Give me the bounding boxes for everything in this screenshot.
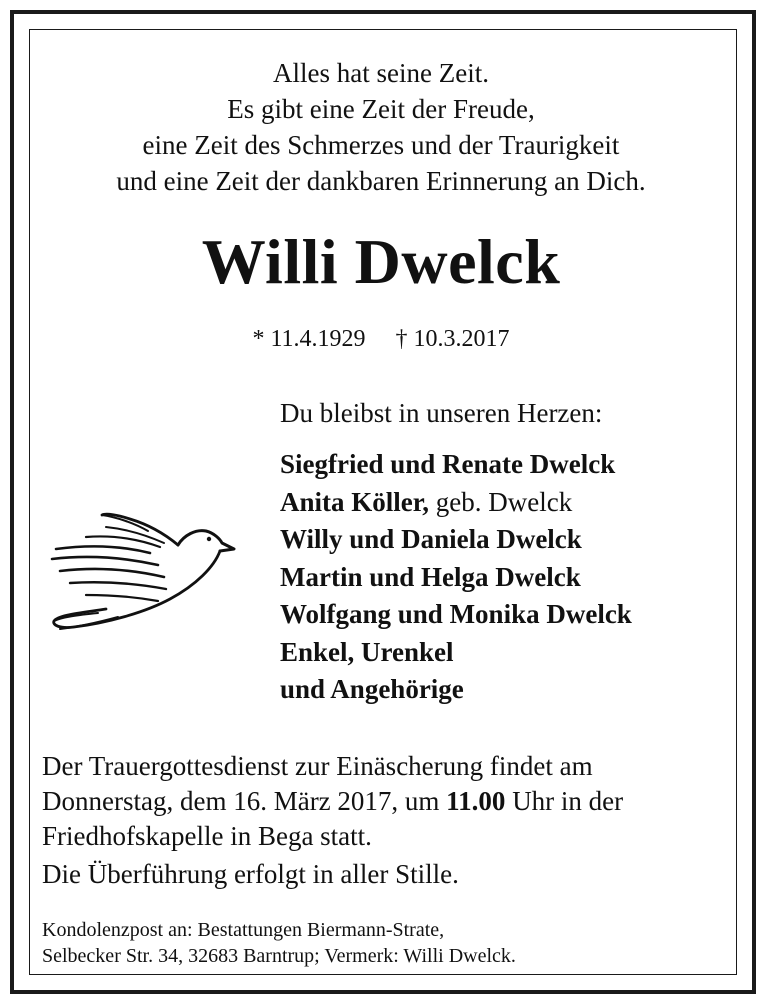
- birth-date: * 11.4.1929: [252, 326, 366, 352]
- life-dates: [0, 324, 762, 354]
- mourner-line: Siegfried und Renate Dwelck: [280, 449, 616, 479]
- service-line: Friedhofskapelle in Bega statt.: [42, 821, 372, 851]
- service-info: [42, 749, 623, 854]
- mourner-line: Martin und Helga Dwelck: [280, 561, 581, 592]
- mourners-intro: Du bleibst in unseren Herzen:: [280, 398, 603, 428]
- condolence-line: Selbecker Str. 34, 32683 Barntrup; Vermerk: Willi Dwelck.: [42, 945, 516, 967]
- service-line: [42, 784, 623, 819]
- transfer-note: Die Überführung erfolgt in aller Stille.: [42, 859, 459, 889]
- service-date: Donnerstag, dem 16. März 2017, um: [42, 786, 447, 816]
- mourner-line: und Angehörige: [280, 674, 464, 704]
- service-time-suffix: Uhr in der: [505, 786, 624, 816]
- service-line: Der Trauergottesdienst zur Einäscherung findet am: [42, 751, 593, 781]
- service-time: 11.00: [446, 786, 506, 816]
- condolence-line: Kondolenzpost an: Bestattungen Biermann-Strate,: [42, 919, 445, 941]
- dove-icon: [46, 505, 238, 635]
- motto-line: Es gibt eine Zeit der Freude,: [227, 94, 535, 124]
- motto-line: und eine Zeit der dankbaren Erinnerung an Dich.: [116, 166, 646, 196]
- mourner-line: [280, 484, 632, 522]
- mourner-line: Wolfgang und Monika Dwelck: [280, 599, 632, 629]
- mourners-list: [280, 446, 632, 709]
- mourner-line: Willy und Daniela Dwelck: [280, 524, 582, 554]
- death-date: † 10.3.2017: [395, 326, 510, 352]
- motto: [0, 55, 762, 199]
- motto-line: eine Zeit des Schmerzes und der Traurigkeit: [142, 130, 620, 160]
- mourner-name: Anita Köller,: [280, 486, 430, 517]
- mourner-maiden-name: geb. Dwelck: [435, 486, 573, 517]
- deceased-name: Willi Dwelck: [201, 226, 561, 297]
- mourner-line: Enkel, Urenkel: [280, 636, 454, 667]
- condolence-address: [42, 917, 516, 969]
- motto-line: Alles hat seine Zeit.: [273, 58, 489, 88]
